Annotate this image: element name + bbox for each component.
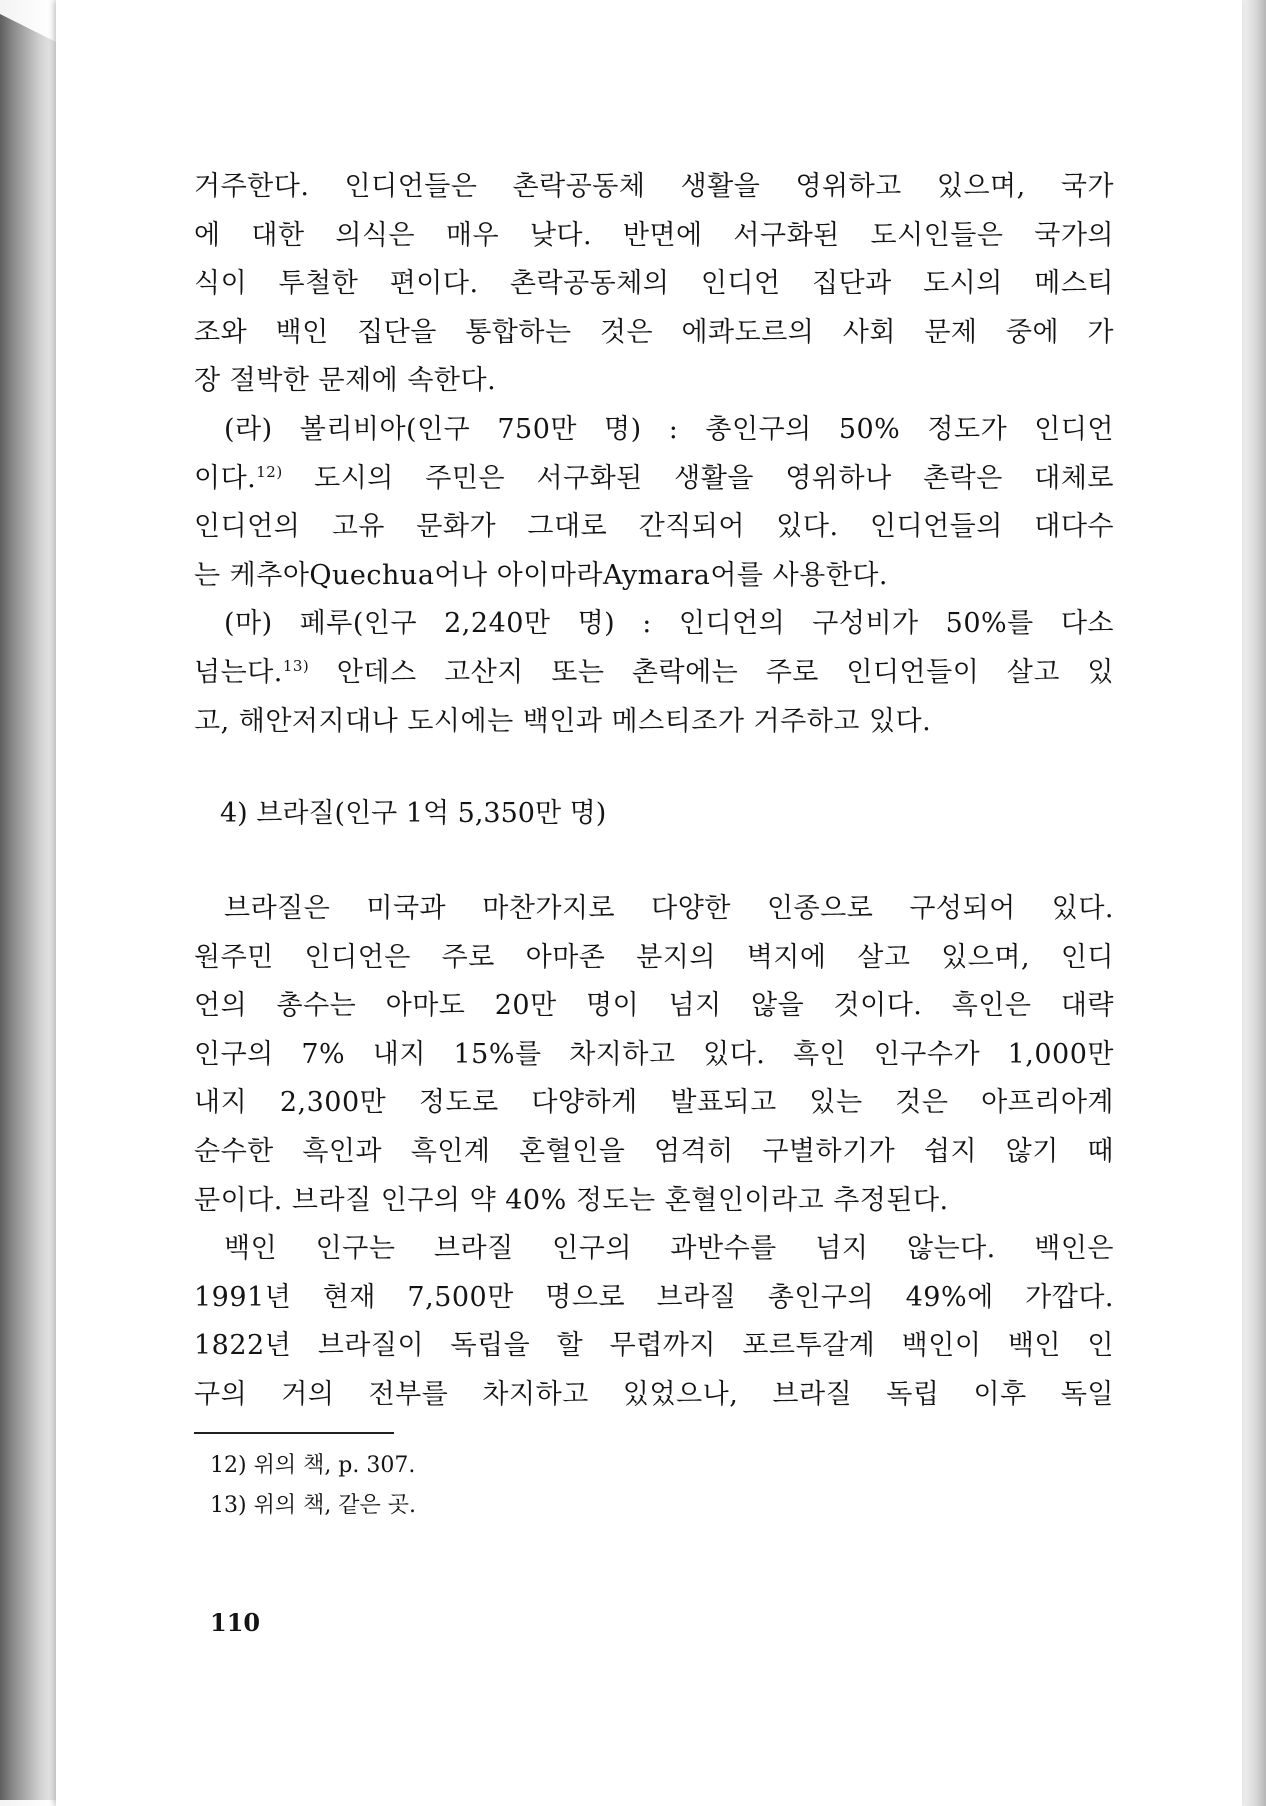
section-heading: 4) 브라질(인구 1억 5,350만 명) xyxy=(220,798,607,829)
footnote-ref-12: 12) xyxy=(256,462,283,481)
text-line: 에 대한 의식은 매우 낮다. 반면에 서구화된 도시인들은 국가의 xyxy=(194,219,1114,251)
text-line: 인구의 7% 내지 15%를 차지하고 있다. 흑인 인구수가 1,000만 xyxy=(194,1038,1114,1070)
bolivia-text: 도시의 주민은 서구화된 생활을 영위하나 촌락은 대체로 xyxy=(282,462,1114,494)
text-line: 장 절박한 문제에 속한다. xyxy=(194,365,497,397)
bolivia-line: 인디언의 고유 문화가 그대로 간직되어 있다. 인디언들의 대다수 xyxy=(194,511,1114,543)
text-line: 원주민 인디언은 주로 아마존 분지의 벽지에 살고 있으며, 인디 xyxy=(194,941,1114,973)
text-line: 내지 2,300만 정도로 다양하게 발표되고 있는 것은 아프리아계 xyxy=(194,1087,1114,1119)
peru-text: 넘는다. xyxy=(194,656,283,688)
text-line: 식이 투철한 편이다. 촌락공동체의 인디언 집단과 도시의 메스티 xyxy=(194,268,1114,300)
text-line: 1991년 현재 7,500만 명으로 브라질 총인구의 49%에 가깝다. xyxy=(194,1281,1114,1313)
bolivia-line: 는 케추아Quechua어나 아이마라Aymara어를 사용한다. xyxy=(194,559,889,591)
text-line: 언의 총수는 아마도 20만 명이 넘지 않을 것이다. 흑인은 대략 xyxy=(194,990,1114,1022)
peru-line: (마) 페루(인구 2,240만 명) : 인디언의 구성비가 50%를 다소 xyxy=(224,608,1114,640)
text-line: 1822년 브라질이 독립을 할 무렵까지 포르투갈계 백인이 백인 인 xyxy=(194,1330,1114,1362)
peru-line: 고, 해안저지대나 도시에는 백인과 메스티조가 거주하고 있다. xyxy=(194,705,932,737)
bolivia-line xyxy=(194,455,1114,504)
peru-text: 안데스 고산지 또는 촌락에는 주로 인디언들이 살고 있 xyxy=(309,656,1114,688)
bolivia-line: (라) 볼리비아(인구 750만 명) : 총인구의 50% 정도가 인디언 xyxy=(224,413,1114,445)
text-line: 브라질은 미국과 마찬가지로 다양한 인종으로 구성되어 있다. xyxy=(224,893,1114,924)
text-line: 조와 백인 집단을 통합하는 것은 에콰도르의 사회 문제 중에 가 xyxy=(194,316,1114,348)
book-spine-edge xyxy=(0,14,56,1800)
page-number: 110 xyxy=(210,1608,261,1637)
footnote-13: 13) 위의 책, 같은 곳. xyxy=(210,1493,417,1518)
text-line: 순수한 흑인과 흑인계 혼혈인을 엄격히 구별하기가 쉽지 않기 때 xyxy=(194,1135,1114,1167)
text-line: 문이다. 브라질 인구의 약 40% 정도는 혼혈인이라고 추정된다. xyxy=(194,1184,949,1216)
body-text-brazil xyxy=(194,885,1114,1420)
text-line: 구의 거의 전부를 차지하고 있었으나, 브라질 독립 이후 독일 xyxy=(194,1378,1114,1410)
footnote-divider xyxy=(194,1432,394,1434)
footnote-ref-13: 13) xyxy=(282,656,310,675)
peru-line xyxy=(194,649,1114,698)
body-text-top xyxy=(194,163,1114,746)
text-line: 백인 인구는 브라질 인구의 과반수를 넘지 않는다. 백인은 xyxy=(224,1233,1114,1265)
bolivia-text: 이다. xyxy=(194,462,257,494)
text-line: 거주한다. 인디언들은 촌락공동체 생활을 영위하고 있으며, 국가 xyxy=(194,171,1114,202)
footnotes xyxy=(210,1446,416,1526)
page-edge-shadow xyxy=(1242,0,1266,1806)
footnote-12: 12) 위의 책, p. 307. xyxy=(210,1453,416,1478)
